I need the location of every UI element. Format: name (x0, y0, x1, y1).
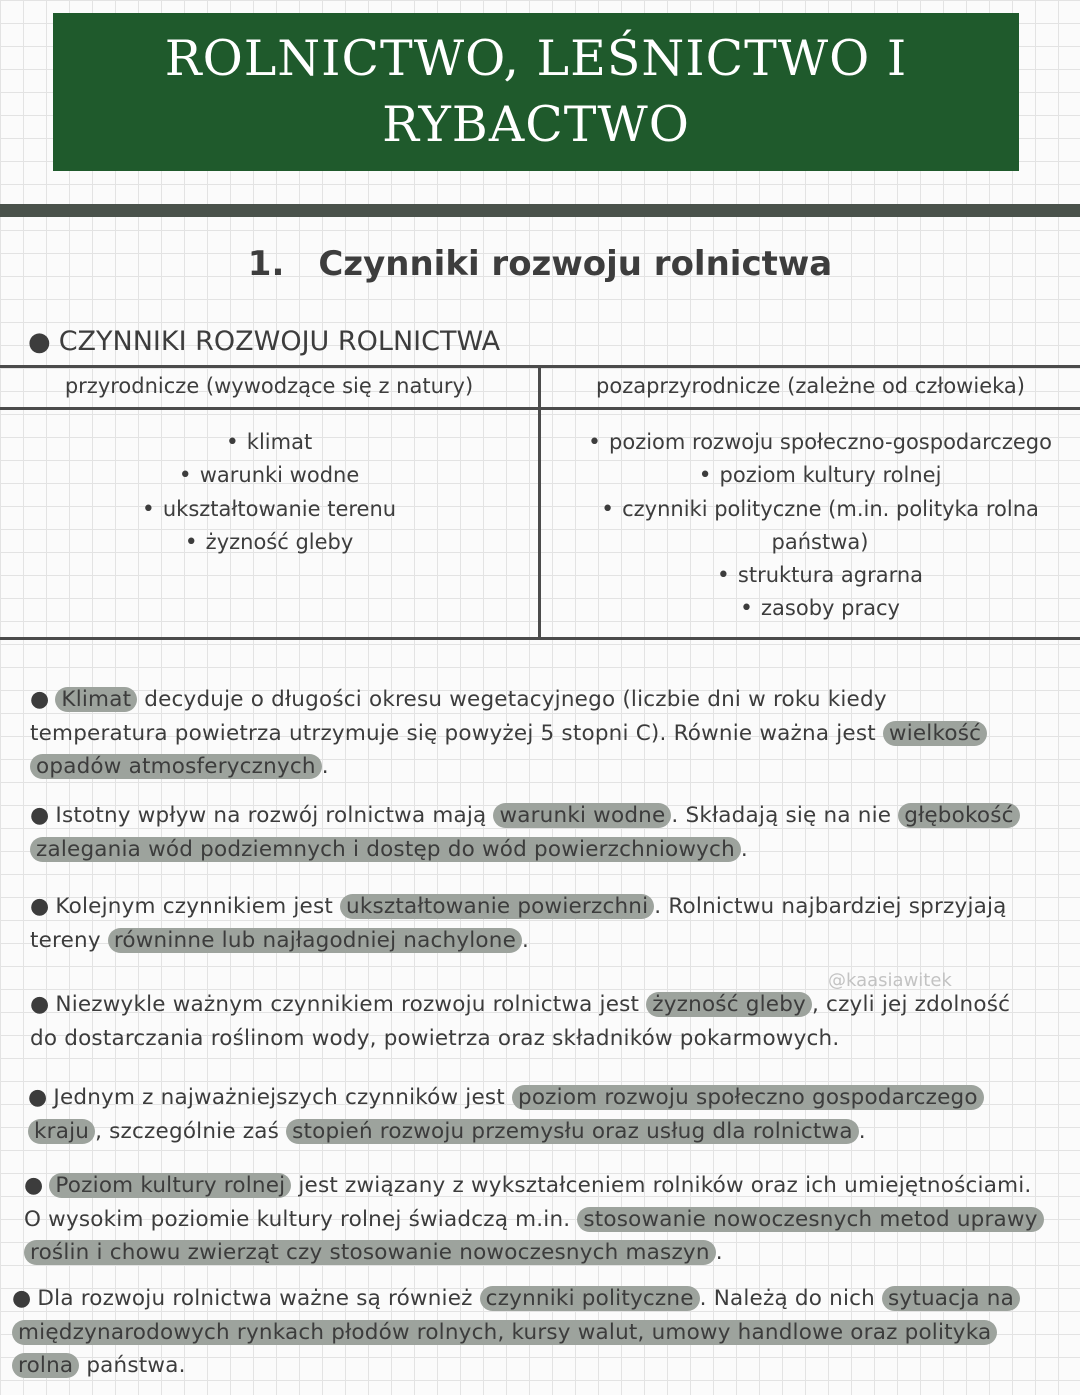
bullet-icon: ● (12, 1286, 32, 1311)
list-item: • poziom kultury rolnej (560, 459, 1080, 492)
paragraph-politics (12, 1282, 1052, 1383)
divider-bar (0, 204, 1080, 217)
factors-table (0, 365, 1080, 640)
paragraph-agri-culture (24, 1169, 1054, 1270)
highlight: stosowanie nowoczesnych metod uprawy roślin i chowu zwierząt czy stosowanie nowoczesnych maszyn (24, 1207, 1044, 1266)
section-number: 1. (247, 244, 285, 284)
highlight: Klimat (55, 687, 137, 712)
paragraph-economy (28, 1081, 1028, 1148)
bullet-icon: ● (30, 687, 50, 712)
highlight: ukształtowanie powierzchni (340, 894, 654, 919)
paragraph-water (30, 799, 1020, 866)
list-item: • zasoby pracy (560, 592, 1080, 625)
bullet-icon: ● (30, 992, 50, 1017)
paragraph-soil (30, 988, 1020, 1055)
paragraph-text: . Rolnictwu najbardziej sprzyjają tereny (30, 894, 1007, 953)
paragraph-text: Jednym z najważniejszych czynników jest (53, 1085, 512, 1110)
paragraph-text: , szczególnie zaś (95, 1118, 287, 1144)
paragraph-text: . (858, 1118, 866, 1144)
list-item: • poziom rozwoju społeczno-gospodarczego (560, 426, 1080, 459)
list-item: • warunki wodne (0, 459, 538, 492)
section-title-text: Czynniki rozwoju rolnictwa (318, 244, 833, 284)
highlight: równinne lub najłagodniej nachylone (108, 928, 522, 953)
title-banner (53, 13, 1019, 171)
paragraph-text: . (522, 927, 530, 953)
watermark: @kaasiawitek (828, 970, 952, 991)
paragraph-text: Istotny wpływ na rozwój rolnictwa mają (55, 803, 494, 828)
paragraph-text: . (740, 836, 748, 862)
highlight: stopień rozwoju przemysłu oraz usług dla rolnictwa (286, 1119, 859, 1144)
table-header-divider (0, 407, 1080, 410)
highlight: warunki wodne (493, 803, 671, 828)
list-item: • struktura agrarna (560, 559, 1080, 592)
list-item: • klimat (0, 426, 538, 459)
highlight: sytuacja na międzynarodowych rynkach płodów rolnych, kursy walut, umowy handlowe oraz polityka rolna (12, 1286, 1020, 1378)
page-title: ROLNICTWO, LEŚNICTWO I RYBACTWO (164, 30, 908, 153)
section-title (0, 244, 1080, 284)
highlight: poziom rozwoju społeczno gospodarczego kraju (28, 1085, 984, 1144)
paragraph-text: . Składają się na nie (671, 803, 899, 828)
paragraph-text: Dla rozwoju rolnictwa ważne są również (37, 1286, 480, 1311)
bullet-icon: ● (28, 1085, 48, 1110)
paragraph-text: państwa. (79, 1353, 186, 1378)
bullet-icon: ● (24, 1173, 44, 1198)
paragraph-text: . (321, 754, 329, 779)
paragraph-text: decyduje o długości okresu wegetacyjnego (liczbie dni w roku kiedy temperatura powietrza utrzymuje się powyżej 5 stopni C). Równie ważna jest (30, 687, 887, 746)
bullet-icon: ● (30, 803, 50, 828)
paragraph-text: , czyli jej zdolność do dostarczania roślinom wody, powietrza oraz składników pokarmowych. (30, 992, 1011, 1051)
bullet-icon: ● (30, 894, 50, 919)
highlight: głębokość zalegania wód podziemnych i dostęp do wód powierzchniowych (30, 803, 1020, 862)
factors-heading (28, 326, 500, 357)
paragraph-text: jest związany z wykształceniem rolników oraz ich umiejętnościami. O wysokim poziomie kultury rolnej świadczą m.in. (24, 1173, 1032, 1232)
paragraph-text: Niezwykle ważnym czynnikiem rozwoju rolnictwa jest (55, 992, 647, 1017)
highlight: Poziom kultury rolnej (49, 1173, 291, 1198)
paragraph-text: . (715, 1240, 723, 1265)
factors-heading-text: CZYNNIKI ROZWOJU ROLNICTWA (58, 326, 501, 357)
paragraph-text: . Należą do nich (699, 1286, 882, 1311)
list-item: • ukształtowanie terenu (0, 493, 538, 526)
paragraph-terrain (30, 890, 1050, 957)
non-natural-factors-list (560, 426, 1080, 626)
list-item: • czynniki polityczne (m.in. polityka rolna państwa) (560, 493, 1080, 560)
highlight: czynniki polityczne (480, 1286, 700, 1311)
bullet-icon: ● (28, 327, 51, 357)
paragraph-climate (30, 683, 1020, 784)
highlight: żyzność gleby (646, 992, 812, 1017)
list-item: • żyzność gleby (0, 526, 538, 559)
natural-factors-list (0, 426, 538, 559)
non-natural-factors-header: pozaprzyrodnicze (zależne od człowieka) (596, 374, 1025, 398)
highlight: wielkość opadów atmosferycznych (30, 721, 987, 780)
natural-factors-header: przyrodnicze (wywodzące się z natury) (64, 374, 474, 398)
paragraph-text: Kolejnym czynnikiem jest (55, 894, 341, 919)
